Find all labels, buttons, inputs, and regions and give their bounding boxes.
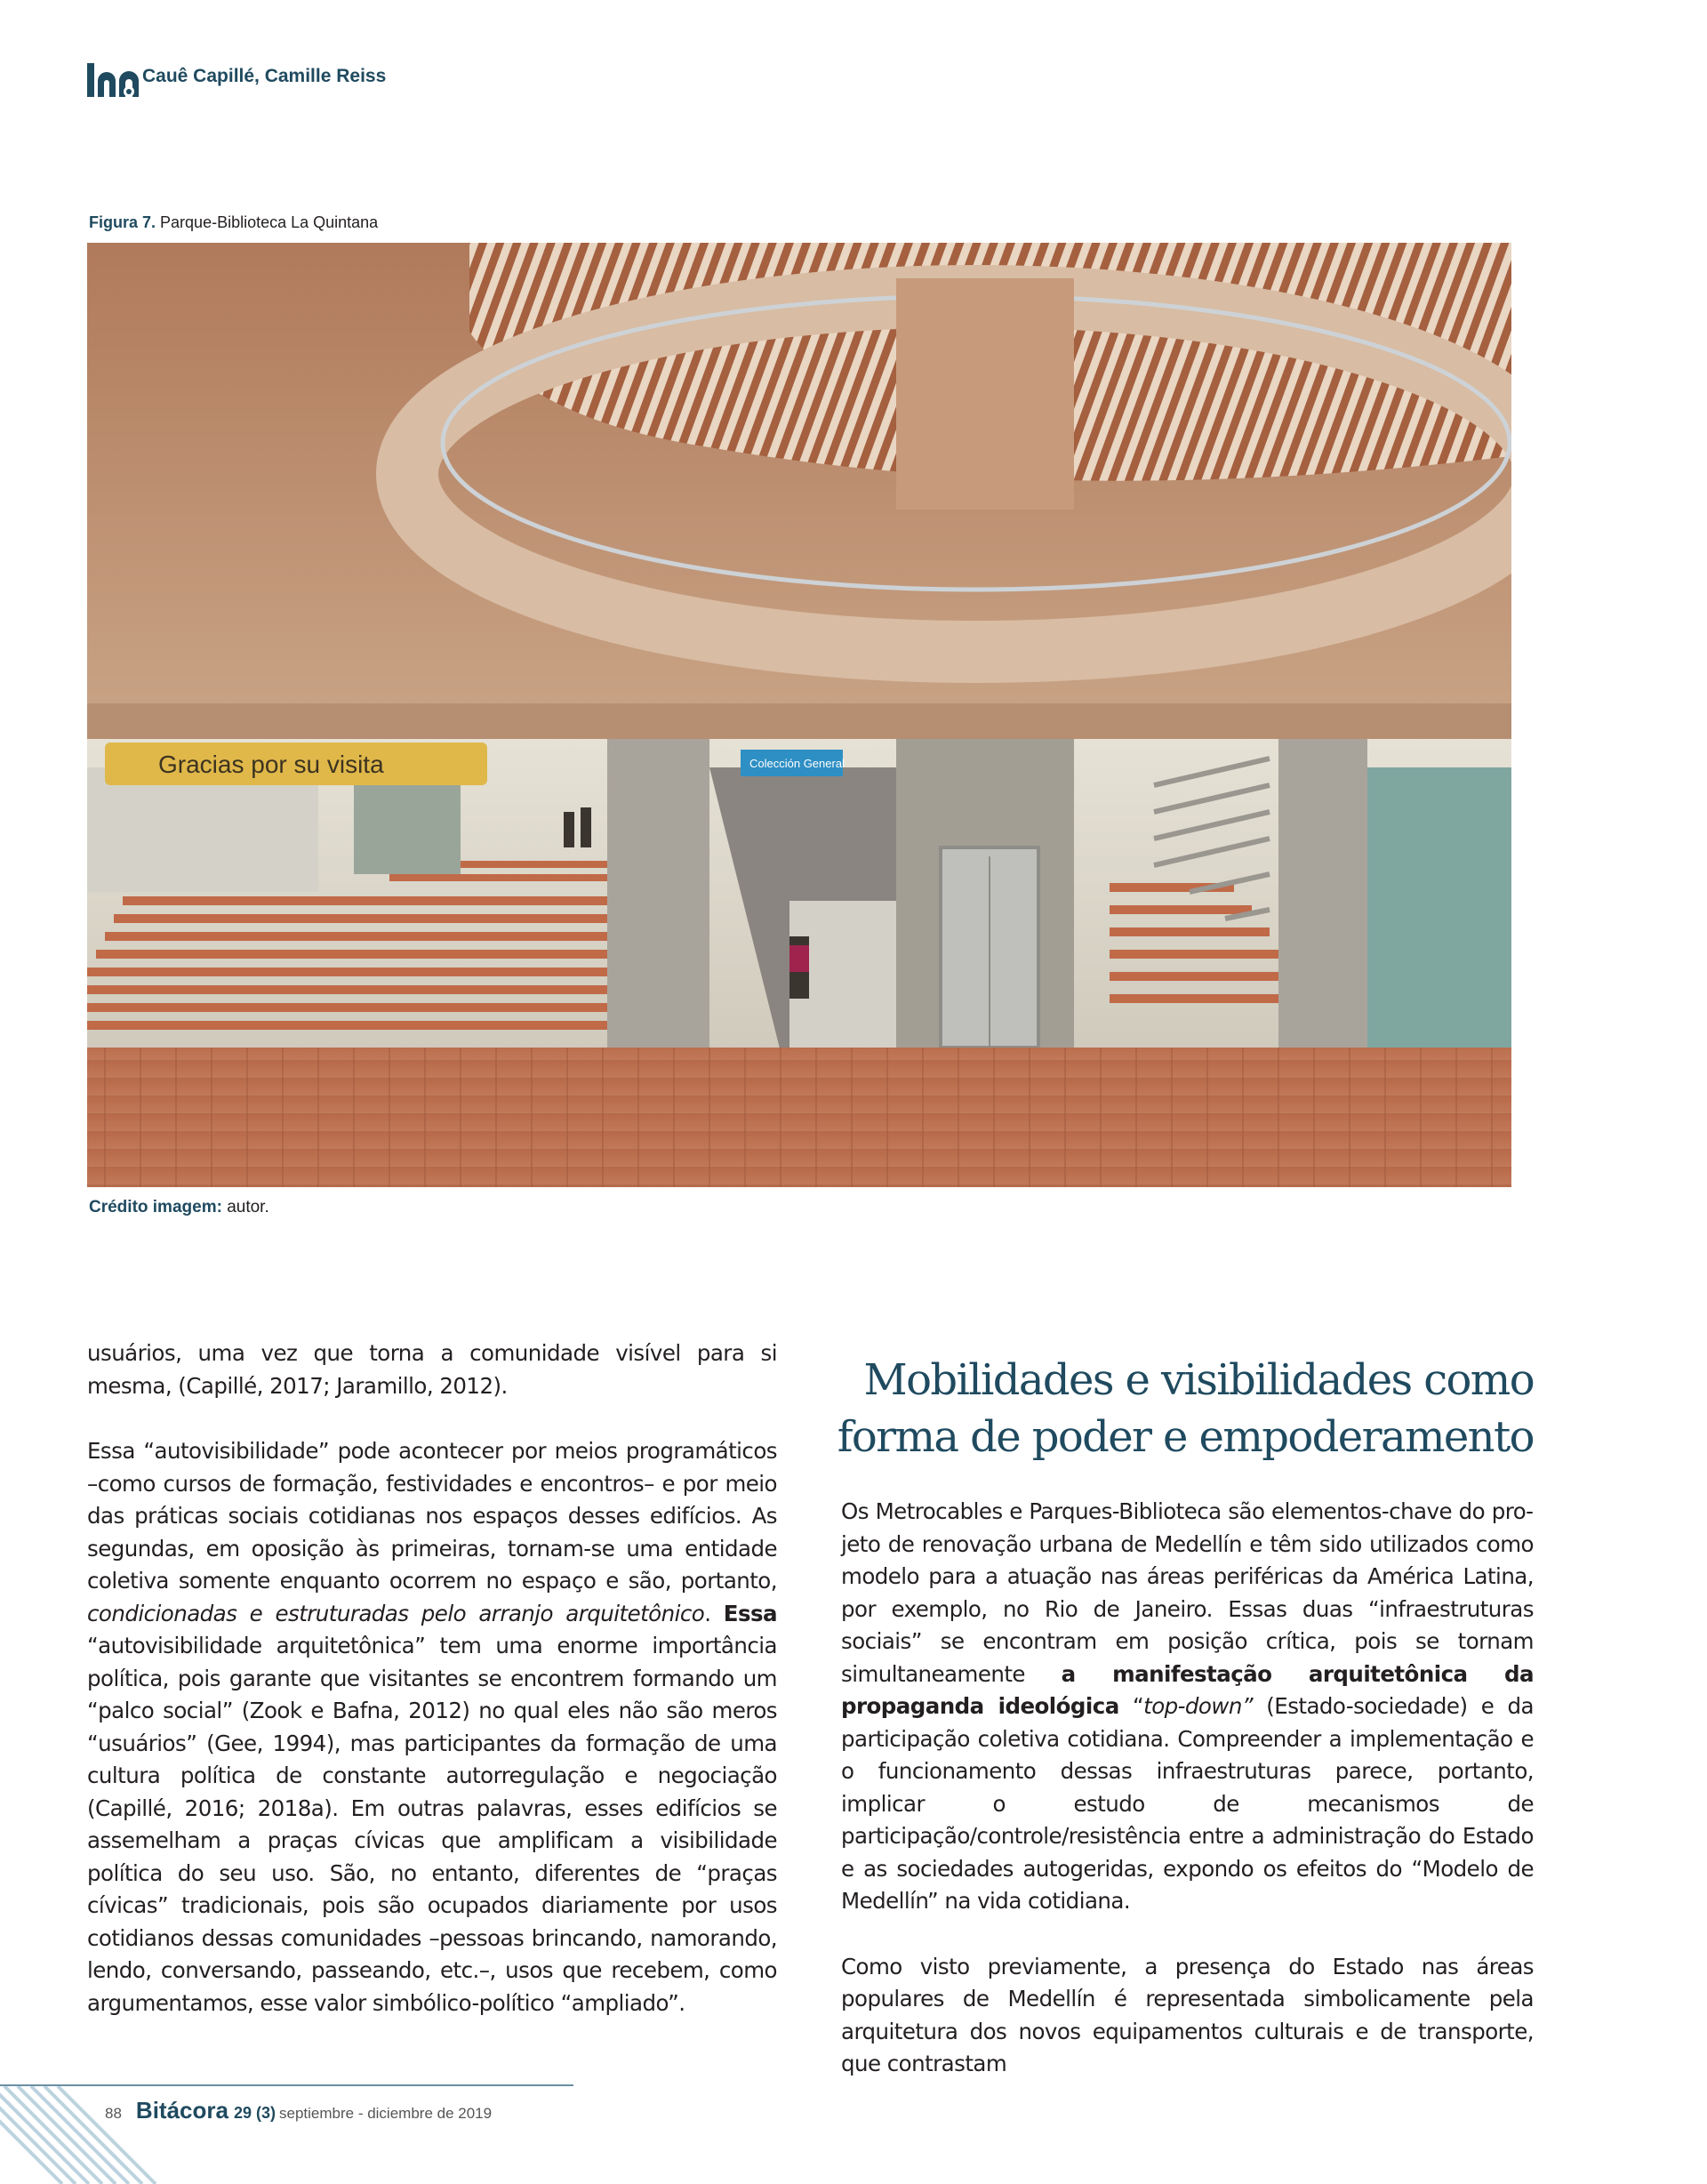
- paragraph-right-1-c: (Estado-sociedade) e da participação coletiva cotidiana. Compreender a implementação e o funcionamento dessas infraestruturas parece, portanto, implicar o estudo de mecanismos de participação/controle/resistência entre a administração do Estado e as sociedades autogeridas, expondo os efeitos do “Modelo de Medellín” na vida cotidiana.: [841, 1693, 1534, 1914]
- paragraph-left-2-bold: Essa: [723, 1600, 777, 1626]
- journal-logo-icon: [85, 60, 140, 104]
- figure-label: Figura 7.: [89, 213, 156, 231]
- authors: Cauê Capillé, Camille Reiss: [142, 66, 387, 86]
- paragraph-left-1: usuários, uma vez que torna a comunidade visível para si mesma, (Capillé, 2017; Jaramillo, 2012).: [87, 1340, 777, 1399]
- paragraph-left-2-b: .: [704, 1600, 724, 1626]
- credit-label: Crédito imagem:: [89, 1198, 222, 1216]
- paragraph-left-2-a: Essa “autovisibilidade” pode acontecer por meios programáticos –como cursos de formação, festividades e encontros– e por meio das práticas sociais cotidianas nos espaços desses edifícios. As segundas, em oposição às primeiras, tornam-se uma entidade coletiva somente enquanto ocorrem no espaço e são, portanto,: [87, 1438, 777, 1594]
- heading-line-2: forma de poder e empoderamento: [837, 1412, 1534, 1462]
- paragraph-right-2: Como visto previamente, a presença do Estado nas áreas populares de Medellín é representada simbolicamente pela arquitetura dos novos equipamentos culturais e de transporte, que contrastam: [841, 1953, 1534, 2076]
- journal-volume: 29 (3): [233, 2104, 276, 2122]
- paragraph-left-2: [87, 1435, 777, 2019]
- library-photo: [87, 243, 1511, 1187]
- page-number: 88: [105, 2105, 122, 2122]
- paragraph-right-1-a: Os Metrocables e Parques-Biblioteca são elementos-chave do projeto de renovação urbana de Medellín e têm sido utilizados como modelo para a atuação nas áreas periféricas da América Latina, por exemplo, no Rio de Janeiro. Essas duas “infraestruturas sociais” se encontram em posição crítica, pois se tornam simultaneamente: [841, 1498, 1534, 1687]
- paragraph-right-1-bold: a manifestação arquitetônica da propaganda ideológica: [841, 1660, 1534, 1719]
- heading-line-1: Mobilidades e visibilidades como: [863, 1355, 1534, 1405]
- paragraph-right-1-b: “: [1118, 1693, 1144, 1719]
- sign-gracias: Gracias por su visita: [158, 751, 384, 778]
- journal-name: Bitácora: [135, 2097, 228, 2124]
- section-heading: [836, 1352, 1534, 1465]
- footer: [105, 2097, 492, 2124]
- paragraph-left-2-italic: condicionadas e estruturadas pelo arranjo arquitetônico: [87, 1600, 705, 1626]
- left-column: [87, 1337, 777, 2019]
- figure-caption: [89, 213, 378, 232]
- credit-text: autor.: [227, 1198, 269, 1216]
- running-header: [85, 59, 386, 105]
- paragraph-left-2-c: “autovisibilidade arquitetônica” tem uma enorme importância política, pois garante que visitantes se encontrem formando um “palco social” (Zook e Bafna, 2012) no qual eles não são meros “usuários” (Gee, 1994), mas participantes da formação de uma cultura política de constante autorregulação e negociação (Capillé, 2016; 2018a). Em outras palavras, esses edifícios se assemelham a praças cívicas que amplificam a visibilidade política do seu uso. São, no entanto, diferentes de “praças cívicas” tradicionais, pois são ocupados diariamente por usos cotidianos dessas comunidades –pessoas brincando, namorando, lendo, conversando, passeando, etc.–, usos que recebem, como argumentamos, esse valor simbólico-político “ampliado”.: [87, 1633, 777, 2016]
- right-column: [841, 1496, 1534, 2081]
- image-credit: [89, 1198, 269, 1217]
- issue-date: septiembre - diciembre de 2019: [279, 2105, 493, 2122]
- figure-title: Parque-Biblioteca La Quintana: [160, 213, 379, 231]
- sign-coleccion: Colección General: [749, 757, 845, 770]
- paragraph-right-1-italic: top-down”: [1143, 1693, 1253, 1719]
- paragraph-right-1: [841, 1496, 1534, 1918]
